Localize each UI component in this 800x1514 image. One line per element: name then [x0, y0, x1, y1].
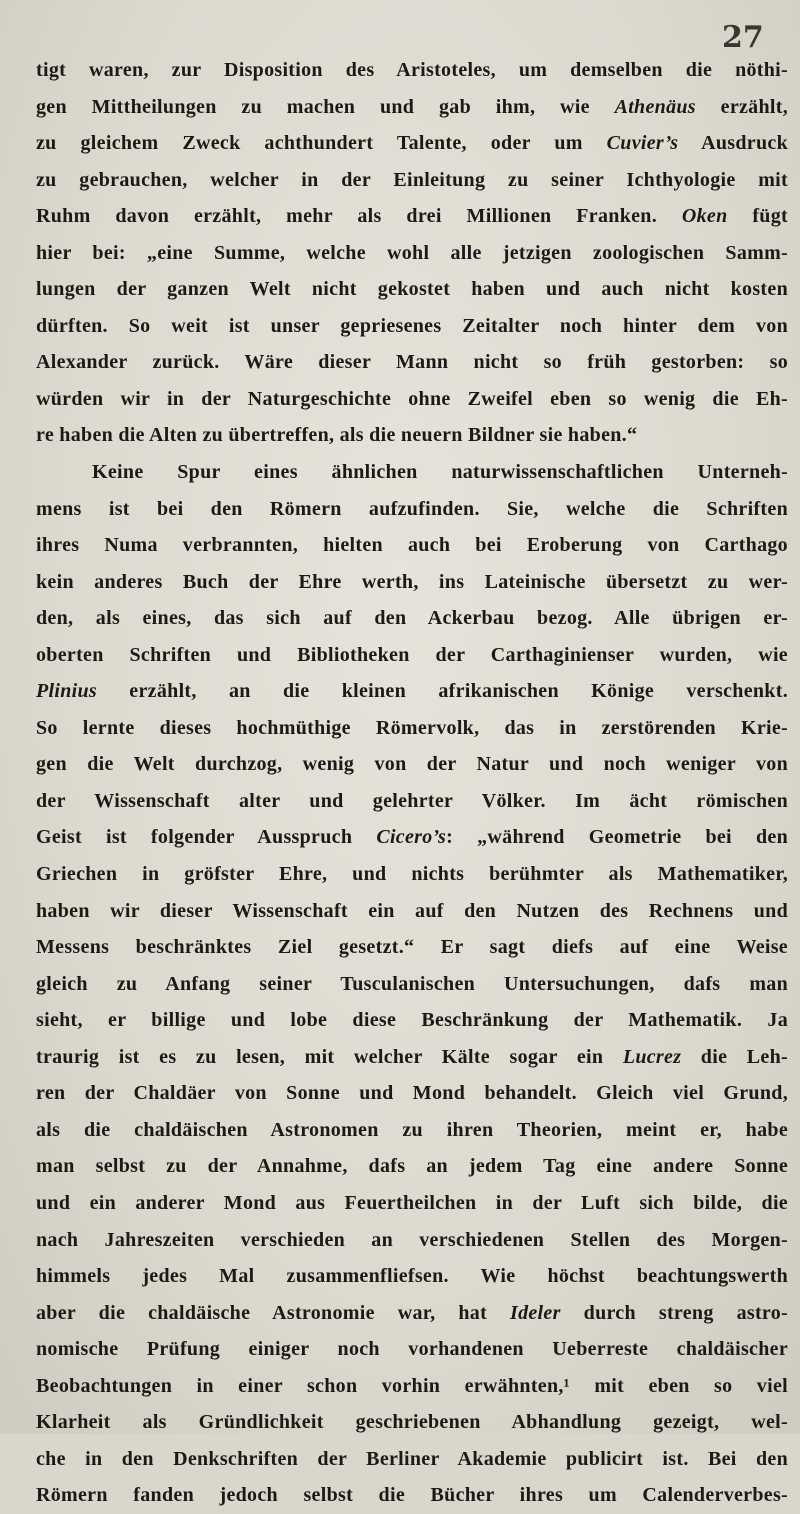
text-segment: der Wissenschaft alter und gelehrter Völker. Im ächt römischen [36, 789, 788, 812]
text-line [36, 1441, 788, 1478]
text-line [36, 491, 788, 528]
text-line [36, 1258, 788, 1295]
text-segment: Klarheit als Gründlichkeit geschriebenen Abhandlung gezeigt, wel- [36, 1411, 788, 1434]
text-segment: oberten Schriften und Bibliotheken der Carthaginienser wurden, wie [36, 643, 788, 666]
text-line [36, 710, 788, 747]
text-line [36, 344, 788, 381]
text-segment: Messens beschränktes Ziel gesetzt.“ Er sagt diefs auf eine Weise [36, 936, 788, 959]
body-text [36, 52, 788, 1514]
text-segment: Ausdruck [678, 132, 788, 155]
text-segment: Römern fanden jedoch selbst die Bücher ihres um Calenderverbes- [36, 1484, 788, 1507]
text-segment: zu gebrauchen, welcher in der Einleitung zu seiner Ichthyologie mit [36, 168, 788, 191]
text-segment: man selbst zu der Annahme, dafs an jedem Tag eine andere Sonne [36, 1155, 788, 1178]
text-segment: So lernte dieses hochmüthige Römervolk, das in zerstörenden Krie- [36, 716, 788, 739]
text-segment: che in den Denkschriften der Berliner Akademie publicirt ist. Bei den [36, 1447, 788, 1470]
text-line [36, 1222, 788, 1259]
text-segment: würden wir in der Naturgeschichte ohne Zweifel eben so wenig die Eh- [36, 387, 788, 410]
italic-name: Lucrez [622, 1045, 682, 1068]
text-segment: Geist ist folgender Ausspruch [36, 826, 377, 849]
text-segment: dürften. So weit ist unser gepriesenes Zeitalter noch hinter dem von [36, 314, 788, 337]
text-segment: nomische Prüfung einiger noch vorhandenen Ueberreste chaldäischer [36, 1338, 788, 1361]
text-line [36, 308, 788, 345]
text-line [36, 381, 788, 418]
italic-name: Athenäus [614, 95, 696, 118]
text-segment: Beobachtungen in einer schon vorhin erwähnten,¹ mit eben so viel [36, 1374, 788, 1397]
text-line [36, 125, 788, 162]
text-line [36, 527, 788, 564]
text-line [36, 52, 788, 89]
text-segment: erzählt, [695, 95, 789, 118]
text-segment: gen die Welt durchzog, wenig von der Natur und noch weniger von [36, 753, 788, 776]
text-segment: hier bei: „eine Summe, welche wohl alle jetzigen zoologischen Samm- [36, 241, 788, 264]
text-line [36, 417, 788, 454]
text-segment: himmels jedes Mal zusammenfliefsen. Wie höchst beachtungswerth [36, 1265, 788, 1288]
text-line [36, 271, 788, 308]
italic-name: Oken [681, 205, 728, 228]
text-line [36, 819, 788, 856]
text-line [36, 198, 788, 235]
text-segment: die Leh- [681, 1045, 788, 1068]
text-line [36, 1075, 788, 1112]
text-segment: Ruhm davon erzählt, mehr als drei Millionen Franken. [36, 205, 682, 228]
text-line [36, 929, 788, 966]
text-line [36, 564, 788, 601]
text-segment: Keine Spur eines ähnlichen naturwissenschaftlichen Unterneh- [92, 461, 788, 484]
italic-name: Plinius [36, 680, 98, 703]
text-line [36, 783, 788, 820]
page-number: 27 [722, 20, 764, 55]
text-line [36, 746, 788, 783]
text-line [36, 1185, 788, 1222]
text-line [36, 1039, 788, 1076]
text-segment: erzählt, an die kleinen afrikanischen Könige verschenkt. [97, 680, 788, 703]
text-line [36, 89, 788, 126]
text-line [36, 1404, 788, 1441]
text-line [36, 893, 788, 930]
text-line [36, 856, 788, 893]
text-line [36, 637, 788, 674]
text-line [36, 162, 788, 199]
text-line [36, 1368, 788, 1405]
text-line [36, 1148, 788, 1185]
text-segment: mens ist bei den Römern aufzufinden. Sie, welche die Schriften [36, 497, 788, 520]
text-segment: gen Mittheilungen zu machen und gab ihm, wie [36, 95, 615, 118]
text-segment: den, als eines, das sich auf den Ackerbau bezog. Alle übrigen er- [36, 607, 788, 630]
text-segment: sieht, er billige und lobe diese Beschränkung der Mathematik. Ja [36, 1009, 788, 1032]
text-line [36, 1112, 788, 1149]
text-line [36, 1477, 788, 1514]
text-segment: Griechen in gröfster Ehre, und nichts berühmter als Mathematiker, [36, 863, 788, 886]
text-segment: ihres Numa verbrannten, hielten auch bei Eroberung von Carthago [36, 534, 788, 557]
text-segment: traurig ist es zu lesen, mit welcher Kälte sogar ein [36, 1045, 623, 1068]
text-segment: haben wir dieser Wissenschaft ein auf den Nutzen des Rechnens und [36, 899, 788, 922]
text-segment: aber die chaldäische Astronomie war, hat [36, 1301, 510, 1324]
text-segment: durch streng astro- [560, 1301, 788, 1324]
text-segment: kein anderes Buch der Ehre werth, ins Lateinische übersetzt zu wer- [36, 570, 788, 593]
text-segment: zu gleichem Zweck achthundert Talente, oder um [36, 132, 607, 155]
text-segment: re haben die Alten zu übertreffen, als die neuern Bildner sie haben.“ [36, 424, 638, 447]
text-line [36, 1295, 788, 1332]
italic-name: Cuvier’s [606, 132, 679, 155]
text-line [36, 673, 788, 710]
text-segment: und ein anderer Mond aus Feuertheilchen in der Luft sich bilde, die [36, 1191, 788, 1214]
text-segment: fügt [727, 205, 788, 228]
text-line [36, 600, 788, 637]
text-segment: : „während Geometrie bei den [446, 826, 788, 849]
text-segment: nach Jahreszeiten verschieden an verschiedenen Stellen des Morgen- [36, 1228, 788, 1251]
text-segment: tigt waren, zur Disposition des Aristoteles, um demselben die nöthi- [36, 59, 788, 81]
italic-name: Ideler [510, 1301, 561, 1324]
text-line [36, 1331, 788, 1368]
text-line [36, 235, 788, 272]
text-segment: als die chaldäischen Astronomen zu ihren Theorien, meint er, habe [36, 1118, 788, 1141]
italic-name: Cicero’s [376, 826, 447, 849]
text-segment: gleich zu Anfang seiner Tusculanischen Untersuchungen, dafs man [36, 972, 788, 995]
text-segment: ren der Chaldäer von Sonne und Mond behandelt. Gleich viel Grund, [36, 1082, 788, 1105]
text-line [36, 454, 788, 491]
text-line [36, 966, 788, 1003]
text-segment: lungen der ganzen Welt nicht gekostet haben und auch nicht kosten [36, 278, 788, 301]
text-segment: Alexander zurück. Wäre dieser Mann nicht so früh gestorben: so [36, 351, 788, 374]
text-line [36, 1002, 788, 1039]
